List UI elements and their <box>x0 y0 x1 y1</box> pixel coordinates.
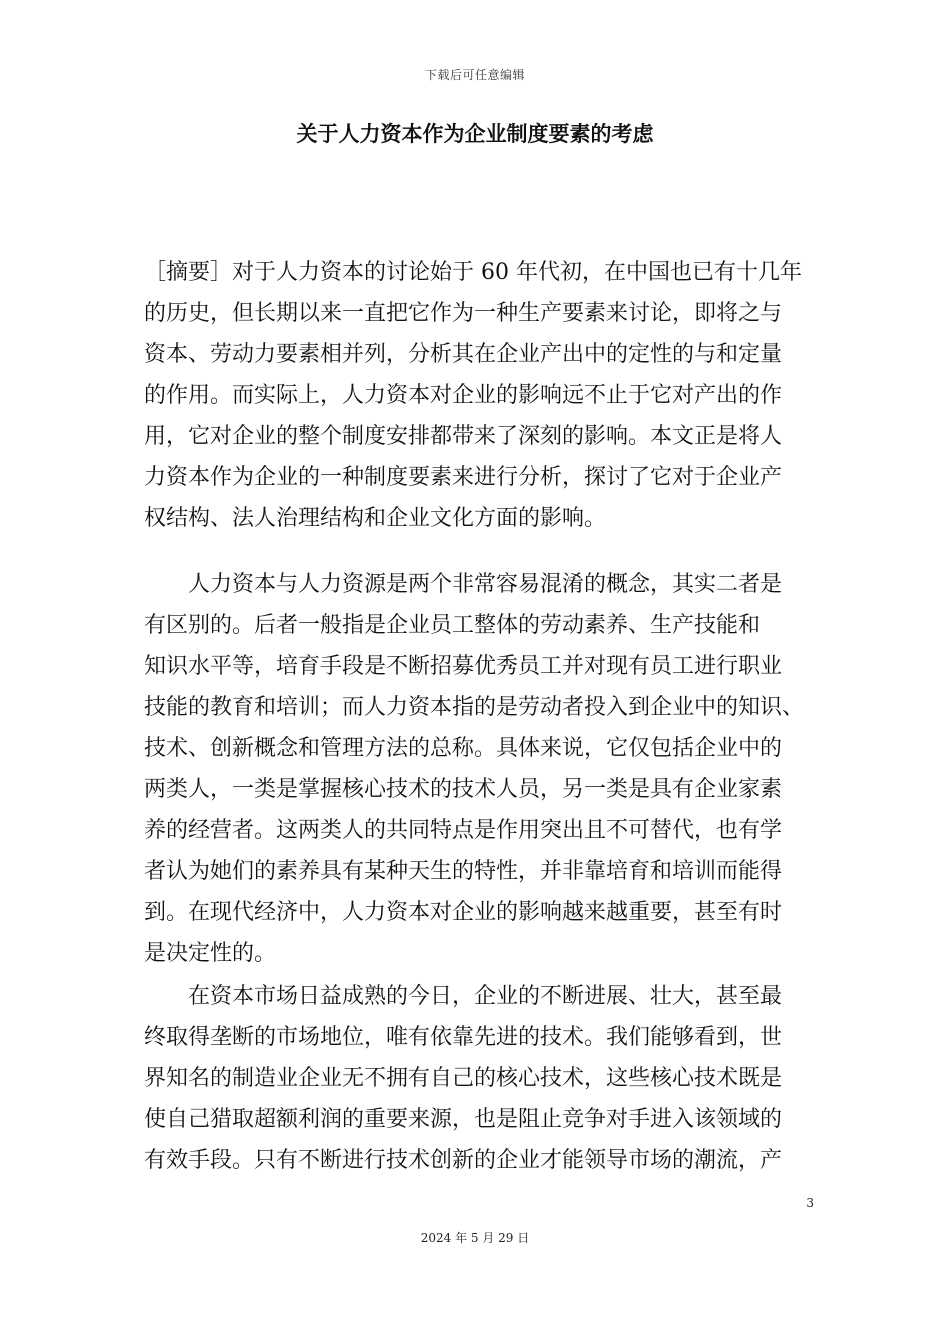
paragraph-line: 养的经营者。这两类人的共同特点是作用突出且不可替代，也有学 <box>144 818 783 843</box>
page-number: 3 <box>806 1196 814 1210</box>
abstract-paragraph <box>144 252 814 539</box>
paragraph-line: 技术、创新概念和管理方法的总称。具体来说，它仅包括企业中的 <box>144 736 783 761</box>
abstract-line: 的作用。而实际上，人力资本对企业的影响远不止于它对产出的作 <box>144 383 783 408</box>
body-paragraph-2 <box>144 564 814 974</box>
paragraph-line: 有效手段。只有不断进行技术创新的企业才能领导市场的潮流，产 <box>144 1148 783 1173</box>
abstract-line: 用，它对企业的整个制度安排都带来了深刻的影响。本文正是将人 <box>144 424 783 449</box>
paragraph-line: 两类人，一类是掌握核心技术的技术人员，另一类是具有企业家素 <box>144 777 783 802</box>
document-title: 关于人力资本作为企业制度要素的考虑 <box>296 122 654 146</box>
paragraph-line: 终取得垄断的市场地位，唯有依靠先进的技术。我们能够看到，世 <box>144 1025 783 1050</box>
abstract-line: 的历史，但长期以来一直把它作为一种生产要素来讨论，即将之与 <box>144 301 783 326</box>
paragraph-line: 界知名的制造业企业无不拥有自己的核心技术，这些核心技术既是 <box>144 1066 783 1091</box>
paragraph-line: 在资本市场日益成熟的今日，企业的不断进展、壮大，甚至最 <box>144 984 783 1009</box>
paragraph-line: 技能的教育和培训；而人力资本指的是劳动者投入到企业中的知识、 <box>144 695 805 720</box>
abstract-line: ［摘要］对于人力资本的讨论始于 60 年代初，在中国也已有十几年 <box>144 260 802 285</box>
abstract-line: 资本、劳动力要素相并列，分析其在企业产出中的定性的与和定量 <box>144 342 783 367</box>
paragraph-line: 有区别的。后者一般指是企业员工整体的劳动素养、生产技能和 <box>144 613 761 638</box>
paragraph-line: 是决定性的。 <box>144 941 277 966</box>
footer-date: 2024 年 5 月 29 日 <box>420 1231 530 1245</box>
abstract-line: 权结构、法人治理结构和企业文化方面的影响。 <box>144 506 607 531</box>
body-paragraph-3 <box>144 976 814 1181</box>
paragraph-line: 使自己猎取超额利润的重要来源，也是阻止竞争对手进入该领域的 <box>144 1107 783 1132</box>
abstract-line: 力资本作为企业的一种制度要素来进行分析，探讨了它对于企业产 <box>144 465 783 490</box>
paragraph-line: 人力资本与人力资源是两个非常容易混淆的概念，其实二者是 <box>144 572 783 597</box>
paragraph-line: 者认为她们的素养具有某种天生的特性，并非靠培育和培训而能得 <box>144 859 783 884</box>
paragraph-line: 知识水平等，培育手段是不断招募优秀员工并对现有员工进行职业 <box>144 654 783 679</box>
paragraph-line: 到。在现代经济中，人力资本对企业的影响越来越重要，甚至有时 <box>144 900 783 925</box>
header-note: 下载后可任意编辑 <box>424 68 525 82</box>
